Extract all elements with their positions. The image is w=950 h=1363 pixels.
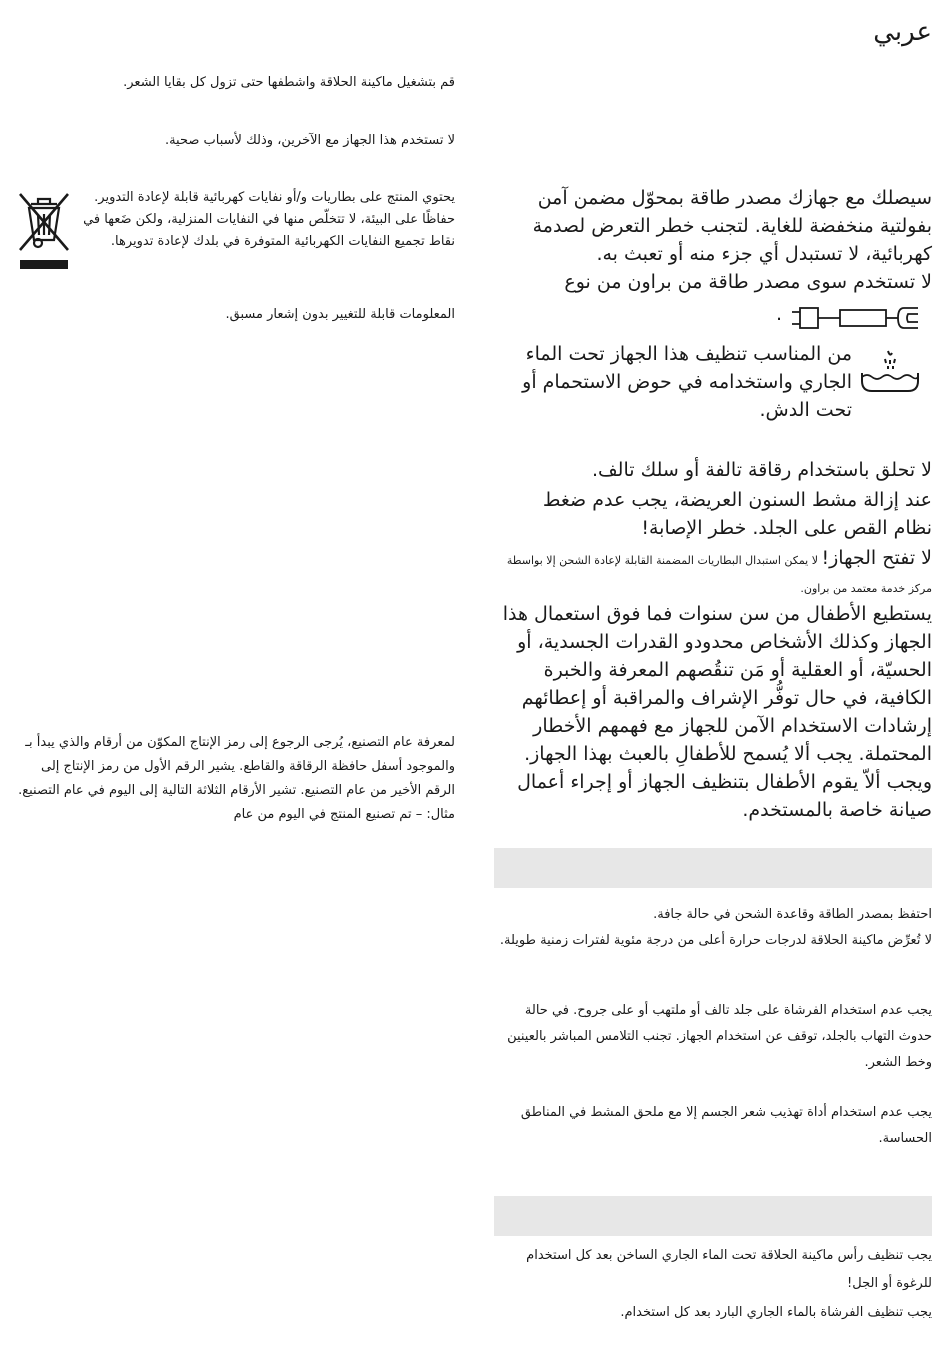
right-paragraph-keep-dry: احتفظ بمصدر الطاقة وقاعدة الشحن في حالة جافة. bbox=[653, 907, 932, 922]
braun-supply-text: لا تستخدم سوى مصدر طاقة من براون من نوع bbox=[564, 271, 932, 293]
right-paragraph-damaged-foil: لا تحلق باستخدام رقاقة تالفة أو سلك تالف. bbox=[591, 459, 932, 481]
right-paragraph-body-trimmer: يجب عدم استخدام أداة تهذيب شعر الجسم إلا مع ملحق المشط في المناطق الحساسة. bbox=[520, 1105, 932, 1146]
right-paragraph-clean-brush: يجب تنظيف الفرشاة بالماء الجاري البارد بعد كل استخدام. bbox=[620, 1305, 932, 1320]
left-paragraph-hygiene: لا تستخدم هذا الجهاز مع الآخرين، وذلك لأسباب صحية. bbox=[164, 133, 455, 148]
right-paragraph-do-not-open bbox=[492, 544, 932, 601]
section-header-bar-2 bbox=[494, 1196, 932, 1236]
left-paragraph-recycling: يحتوي المنتج على بطاريات و/أو نفايات كهربائية قابلة لإعادة التدوير. حفاظًا على البيئة، لا تتخلّص منها في النفايات المنزلية، ولكن ضَعها في نقاط تجميع النفايات الكهربائية المتوفرة في بلدك لإعادة تدويرها. bbox=[83, 190, 455, 249]
shower-tub-icon bbox=[858, 347, 922, 393]
right-paragraph-water: من المناسب تنظيف هذا الجهاز تحت الماء الجاري واستخدامه في حوض الاستحمام أو تحت الدش. bbox=[522, 343, 852, 421]
right-paragraph-power-supply: سيصلك مع جهازك مصدر طاقة بمحوّل مضمن آمن بفولتية منخفضة للغاية. لتجنب خطر التعرض لصدمة كهربائية، لا تستبدل أي جزء منه أو تعبث به. bbox=[532, 187, 932, 265]
right-paragraph-children: يستطيع الأطفال من سن سنوات فما فوق استعمال هذا الجهاز وكذلك الأشخاص محدودو القدرات الجسدية، أو الحسيّة، أو العقلية أو مَن تنقُصهم المعرفة والخبرة الكافية، في حال توفُّر الإشراف والمراقبة أو إعطائهم إرشادات الاستخدام الآمن للجهاز مع فهمهم الأخطار المحتملة. يجب ألا يُسمح للأطفالِ بالعبث بهذا الجهاز. ويجب ألاّ يقوم الأطفال بتنظيف الجهاز أو إجراء أعمال صيانة خاصة بالمستخدم. bbox=[502, 603, 932, 821]
left-paragraph-production-code: لمعرفة عام التصنيع، يُرجى الرجوع إلى رمز الإنتاج المكوّن من أرقام والذي يبدأ بـ والموجود أسفل حافظة الرقاقة والقاطع. يشير الرقم الأول من رمز الإنتاج إلى الرقم الأخير من عام التصنيع. تشير الأرقام الثلاثة التالية إلى اليوم في عام التصنيع. مثال: – تم تصنيع المنتج في اليوم من عام bbox=[18, 735, 455, 822]
left-paragraph-notice: المعلومات قابلة للتغيير بدون إشعار مسبق. bbox=[225, 307, 455, 322]
do-not-open-heading: لا تفتح الجهاز! bbox=[821, 547, 932, 569]
section-header-bar-1 bbox=[494, 848, 932, 888]
left-paragraph-rinse: قم بتشغيل ماكينة الحلاقة واشطفها حتى تزول كل بقايا الشعر. bbox=[123, 75, 455, 90]
right-paragraph-comb: عند إزالة مشط السنون العريضة، يجب عدم ضغط نظام القص على الجلد. خطر الإصابة! bbox=[542, 489, 932, 539]
right-paragraph-brush: يجب عدم استخدام الفرشاة على جلد تالف أو ملتهب أو على جروح. في حالة حدوث التهاب بالجلد، توقف عن استخدام الجهاز. تجنب التلامس المباشر بالعينين وخط الشعر. bbox=[507, 1003, 932, 1070]
page-title: عربي bbox=[873, 17, 932, 47]
power-plug-icon bbox=[790, 304, 928, 332]
right-paragraph-temperature: لا تُعرِّض ماكينة الحلاقة لدرجات حرارة أعلى من درجة مئوية لفترات زمنية طويلة. bbox=[499, 933, 932, 948]
right-paragraph-braun-supply bbox=[502, 268, 932, 296]
do-not-open-body: لا يمكن استبدال البطاريات المضمنة القابلة لإعادة الشحن إلا بواسطة مركز خدمة معتمد من براون. bbox=[506, 554, 932, 595]
right-paragraph-clean-head: يجب تنظيف رأس ماكينة الحلاقة تحت الماء الجاري الساخن بعد كل استخدام للرغوة أو الجل! bbox=[526, 1248, 932, 1291]
braun-supply-row bbox=[628, 300, 928, 334]
braun-supply-period: . bbox=[775, 303, 782, 325]
crossed-bin-icon bbox=[16, 190, 72, 272]
